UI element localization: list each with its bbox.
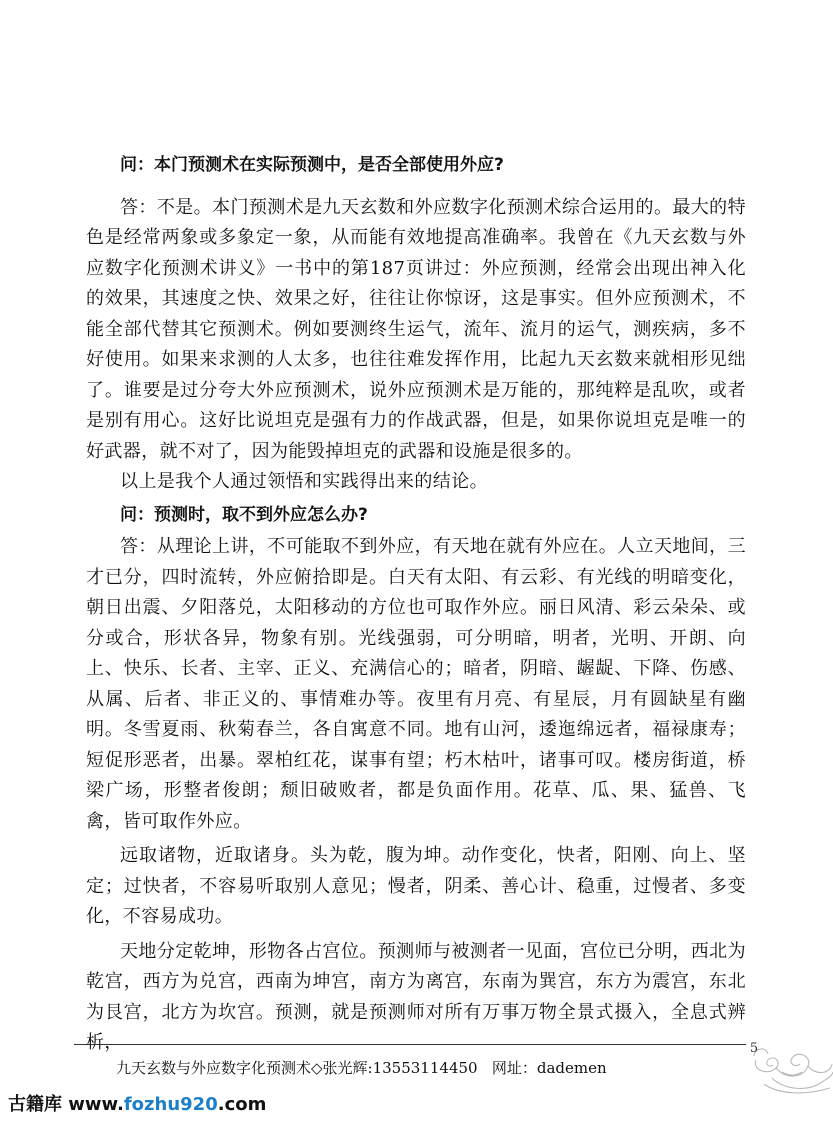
watermark-prefix: 古籍库 www. <box>8 1094 124 1115</box>
page-body <box>86 150 746 1059</box>
watermark-suffix: .com <box>217 1094 267 1115</box>
answer-2-palaces: 天地分定乾坤，形物各占宫位。预测师与被测者一见面，宫位已分明，西北为乾宫，西方为兑宫，西南为坤宫，南方为离宫，东南为巽宫，东方为震宫，东北为艮宫，北方为坎宫。预测，就是预测师对所有万事万物全景式摄入，全息式辨析， <box>86 940 746 1053</box>
answer-2: 答：从理论上讲，不可能取不到外应，有天地在就有外应在。人立天地间，三才已分，四时流转，外应俯拾即是。白天有太阳、有云彩、有光线的明暗变化，朝日出震、夕阳落兑，太阳移动的方位也可取作外应。丽日风清、彩云朵朵、或分或合，形状各异，物象有别。光线强弱，可分明暗，明者，光明、开朗、向上、快乐、长者、主宰、正义、充满信心的；暗者，阴暗、龌龊、下降、伤感、从属、后者、非正义的、事情难办等。夜里有月亮、有星辰，月有圆缺星有幽明。冬雪夏雨、秋菊春兰，各自寓意不同。地有山河，逶迤绵远者，福禄康寿；短促形恶者，出暴。翠柏红花，谋事有望；朽木枯叶，诸事可叹。楼房街道，桥梁广场，形整者俊朗；颓旧破败者，都是负面作用。花草、瓜、果、猛兽、飞禽，皆可取作外应。 <box>86 536 746 832</box>
answer-1-conclusion: 以上是我个人通过领悟和实践得出来的结论。 <box>120 471 488 492</box>
footer-text: 九天玄数与外应数字化预测术◇张光辉:13553114450 网址：dademen <box>116 1059 607 1077</box>
page-number: 5 <box>749 1041 759 1056</box>
question-1: 问：本门预测术在实际预测中，是否全部使用外应? <box>120 155 504 175</box>
watermark-highlight: fozhu920 <box>123 1094 218 1115</box>
answer-2-body: 远取诸物，近取诸身。头为乾，腹为坤。动作变化，快者，阳刚、向上、坚定；过快者，不容易听取别人意见；慢者，阴柔、善心计、稳重，过慢者、多变化，不容易成功。 <box>86 845 746 927</box>
question-2: 问：预测时，取不到外应怎么办? <box>120 504 368 525</box>
watermark[interactable] <box>8 1090 266 1116</box>
answer-1: 答：不是。本门预测术是九天玄数和外应数字化预测术综合运用的。最大的特色是经常两象或多象定一象，从而能有效地提高准确率。我曾在《九天玄数与外应数字化预测术讲义》一书中的第187页讲过：外应预测，经常会出现出神入化的效果，其速度之快、效果之好，往往让你惊讶，这是事实。但外应预测术，不能全部代替其它预测术。例如要测终生运气，流年、流月的运气，测疾病，多不好使用。如果来求测的人太多，也往往难发挥作用，比起九天玄数来就相形见绌了。谁要是过分夸大外应预测术，说外应预测术是万能的，那纯粹是乱吹，或者是别有用心。这好比说坦克是强有力的作战武器，但是，如果你说坦克是唯一的好武器，就不对了，因为能毁掉坦克的武器和设施是很多的。 <box>86 196 746 462</box>
footer-divider <box>74 1044 746 1045</box>
